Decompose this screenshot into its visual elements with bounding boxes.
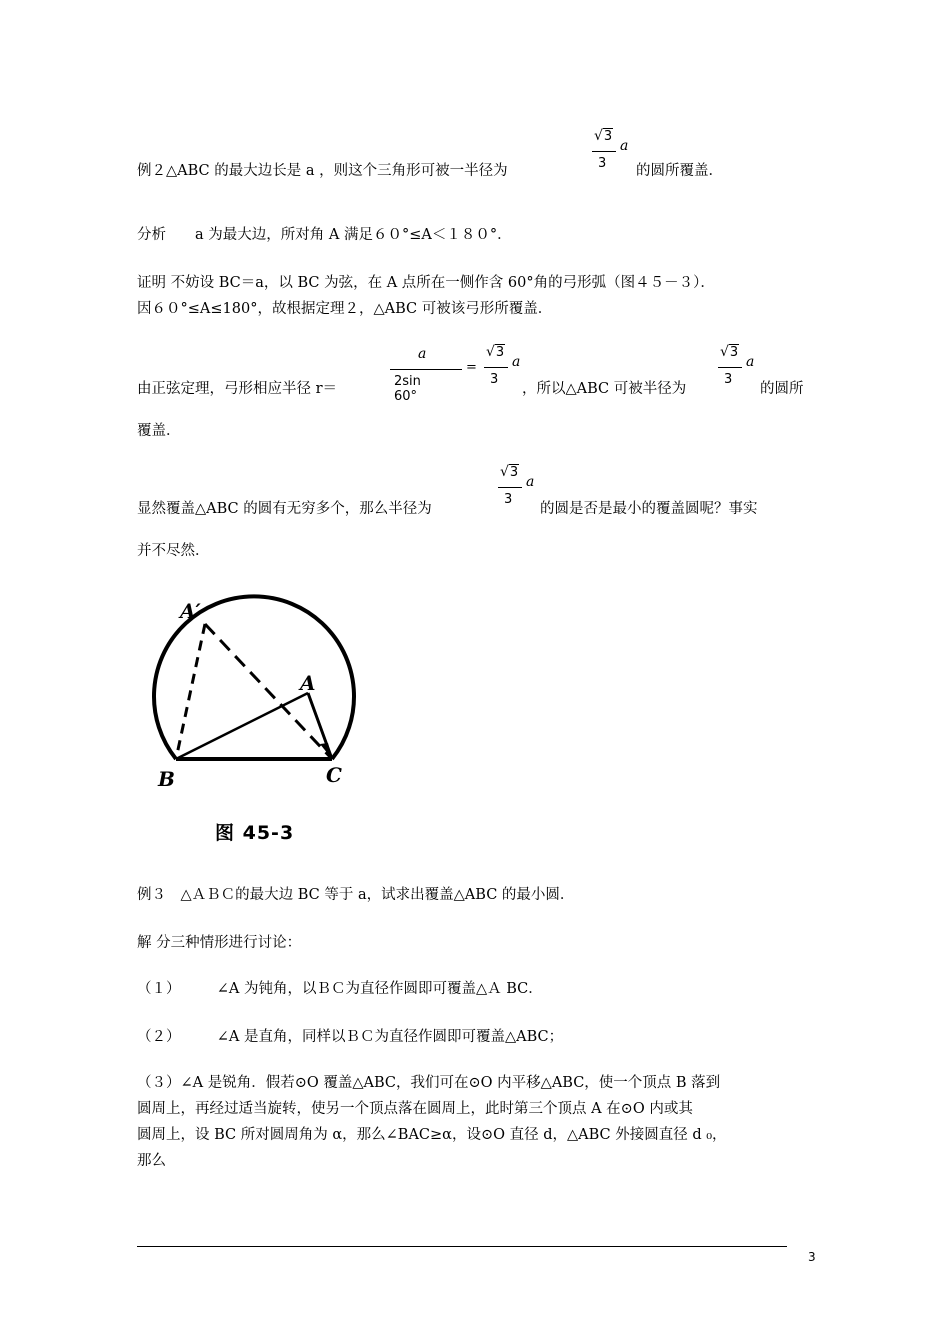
example2-tail: 的圆所覆盖． [636,163,723,179]
label-b: B [158,767,175,791]
case-2: （２） ∠A 是直角，同样以ＢＣ为直径作圆即可覆盖△ABC； [137,1029,564,1045]
label-c: C [326,763,342,787]
geometry-figure [150,590,370,800]
footer-rule [137,1246,787,1247]
sqrt-numerator: √3 [594,128,613,144]
label-a-prime: A′ [180,599,201,623]
sine-rule-text: 由正弦定理，弓形相应半径 r＝ [137,381,338,397]
case-3-line-2: 圆周上，再经过适当旋转，使另一个顶点落在圆周上，此时第三个顶点 A 在⊙O 内或其 [137,1101,693,1117]
example2-line [137,164,508,179]
case-3-line-3: 圆周上，设 BC 所对圆周角为 α，那么∠BAC≥α，设⊙O 直径 d，△ABC 外接圆直径 d ₀， [137,1127,727,1143]
case-3-line-4: 那么 [137,1153,166,1169]
sine-rule-middle: ，所以△ABC 可被半径为 [522,381,687,397]
obvious-continuation: 并不尽然． [137,543,210,559]
example2-text: 例２△ABC 的最大边长是 a ，则这个三角形可被一半径为 [137,163,508,179]
sine-rule-continuation: 覆盖． [137,423,181,439]
analysis-paragraph: 分析 a 为最大边，所对角 A 满足６０°≤A＜１８０°． [137,227,512,243]
denominator: 3 [598,156,607,171]
proof-line-1: 证明 不妨设 BC＝a，以 BC 为弦，在 A 点所在一侧作含 60°角的弓形弧（图４５－３）． [137,275,715,291]
solution-intro: 解 分三种情形进行讨论： [137,935,302,951]
case-3-line-1: （３）∠A 是锐角．假若⊙O 覆盖△ABC，我们可在⊙O 内平移△ABC，使一个顶点 B 落到 [137,1075,721,1091]
side-ba [176,693,308,759]
sine-rule-tail: 的圆所 [760,381,804,397]
obvious-tail: 的圆是否是最小的覆盖圆呢？事实 [540,501,758,517]
obvious-text: 显然覆盖△ABC 的圆有无穷多个，那么半径为 [137,501,432,517]
case-1: （１） ∠A 为钝角，以ＢＣ为直径作圆即可覆盖△Ａ BC． [137,981,543,997]
example3-paragraph: 例３ △ＡＢＣ的最大边 BC 等于 a，试求出覆盖△ABC 的最小圆． [137,887,575,903]
proof-line-2: 因６０°≤A≤180°，故根据定理２，△ABC 可被该弓形所覆盖． [137,301,553,317]
figure-caption: 图 45-3 [215,822,295,844]
page-number: 3 [808,1250,816,1264]
label-a: A [300,671,316,695]
dashed-ab [176,624,205,759]
variable-a: a [620,138,629,154]
